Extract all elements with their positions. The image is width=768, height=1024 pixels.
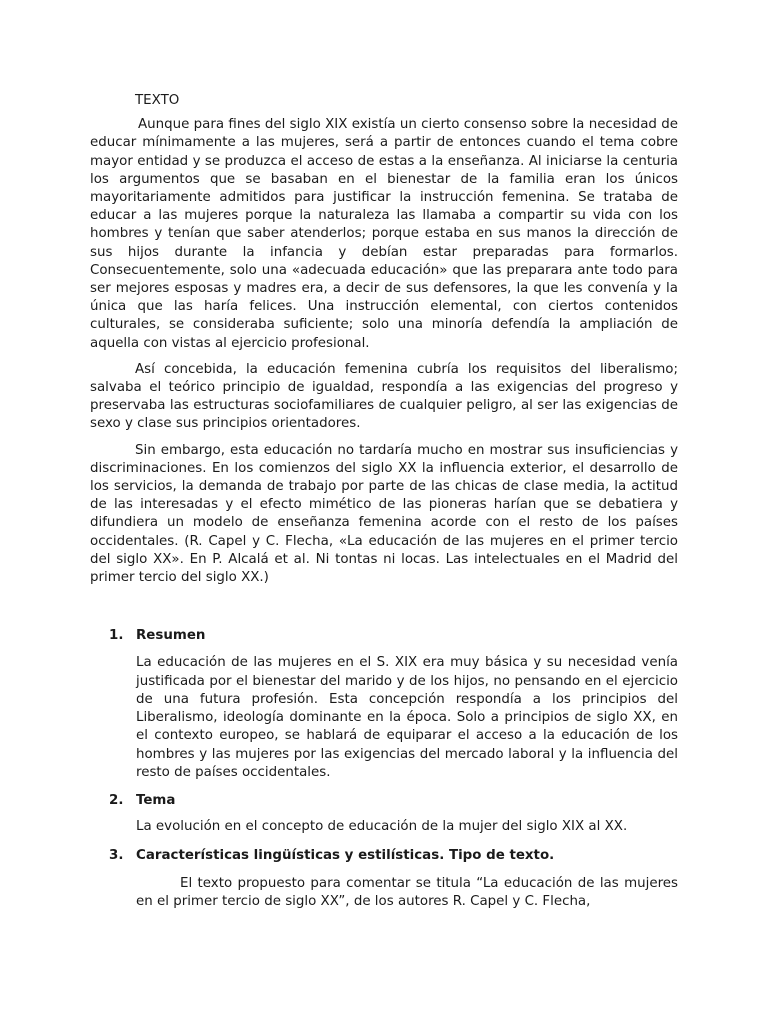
section-resumen — [90, 627, 678, 782]
section-body: El texto propuesto para comentar se titula “La educación de las mujeres en el primer tercio de siglo XX”, de los autores R. Capel y C. Flecha, — [136, 875, 678, 909]
section-caracteristicas — [90, 847, 678, 911]
section-number: 3. — [109, 848, 124, 864]
section-heading — [90, 847, 678, 865]
text-label: TEXTO — [135, 93, 180, 108]
section-title: Tema — [136, 792, 176, 808]
section-tema — [90, 792, 678, 836]
section-heading — [90, 627, 678, 645]
text-paragraph-1: Aunque para fines del siglo XIX existía un cierto consenso sobre la necesidad de educar mínimamente a las mujeres, será a partir de entonces cuando el tema cobre mayor entidad y se produzca el acceso de estas a la enseñanza. Al iniciarse la centuria los argumentos que se basaban en el bienestar de la familia eran los únicos mayoritariamente admitidos para justificar la instrucción femenina. Se trataba de educar a las mujeres porque la naturaleza las llamaba a compartir su vida con los hombres y tenían que saber atenderlos; porque estaba en sus manos la dirección de sus hijos durante la infancia y debían estar preparadas para formarlos. Consecuentemente, solo una «adecuada educación» que las preparara ante todo para ser mejores esposas y madres era, a decir de sus defensores, la que les convenía y la única que las haría felices. Una instrucción elemental, con ciertos contenidos culturales, se consideraba suficiente; solo una minoría defendía la ampliación de aquella con vistas al ejercicio profesional. — [90, 117, 678, 351]
text-paragraph-3: Sin embargo, esta educación no tardaría mucho en mostrar sus insuficiencias y discriminaciones. En los comienzos del siglo XX la influencia exterior, el desarrollo de los servicios, la demanda de trabajo por parte de las chicas de clase media, la actitud de las interesadas y el efecto mimético de las pioneras harían que se debatiera y difundiera un modelo de enseñanza femenina acorde con el resto de los países occidentales. (R. Capel y C. Flecha, «La educación de las mujeres en el primer tercio del siglo XX». En P. Alcalá et al. Ni tontas ni locas. Las intelectuales en el Madrid del primer tercio del siglo XX.) — [90, 442, 678, 586]
section-number: 1. — [109, 628, 124, 644]
section-body: La evolución en el concepto de educación de la mujer del siglo XIX al XX. — [136, 819, 628, 835]
document-page — [90, 92, 678, 919]
section-number: 2. — [109, 792, 124, 808]
section-body: La educación de las mujeres en el S. XIX era muy básica y su necesidad venía justificada por el bienestar del marido y de los hijos, no pensando en el ejercicio de una futura profesión. Esta concepción respondía a los principios del Liberalismo, ideología dominante en la época. Solo a principios de siglo XX, en el contexto europeo, se hablará de equiparar el acceso a la educación de los hombres y las mujeres por las exigencias del mercado laboral y la influencia del resto de países occidentales. — [136, 655, 678, 780]
text-paragraph-2: Así concebida, la educación femenina cubría los requisitos del liberalismo; salvaba el teórico principio de igualdad, respondía a las exigencias del progreso y preservaba las estructuras sociofamiliares de cualquier peligro, al ser las exigencias de sexo y clase sus principios orientadores. — [90, 361, 678, 432]
section-title: Resumen — [136, 628, 206, 644]
section-title: Características lingüísticas y estilísticas. Tipo de texto. — [136, 848, 555, 864]
section-heading — [90, 792, 678, 810]
